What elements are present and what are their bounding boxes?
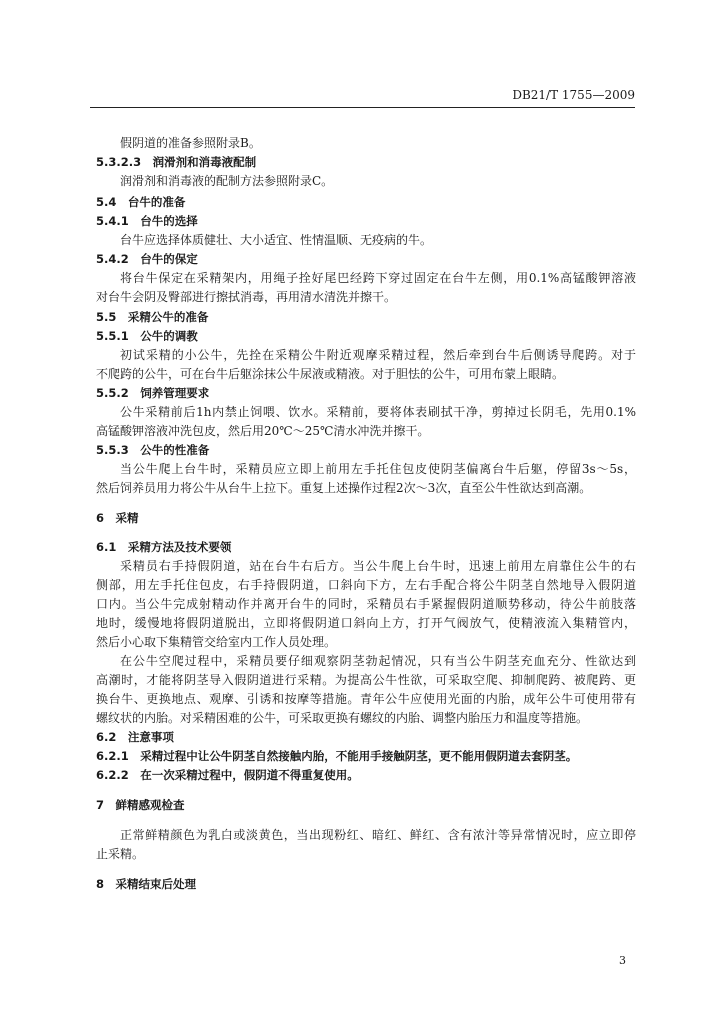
paragraph-line: 初试采精的小公牛，先拴在采精公牛附近观摩采精过程，然后牵到台牛后侧诱导爬跨。对于 bbox=[120, 348, 636, 362]
paragraph-line: 高潮时，才能将阴茎导入假阴道进行采精。为提高公牛性欲，可采取空爬、抑制爬跨、被爬跨、更 bbox=[96, 673, 636, 687]
clause-heading: 5.5.3 公牛的性准备 bbox=[96, 443, 210, 457]
section-heading: 6.1 采精方法及技术要领 bbox=[96, 540, 232, 554]
paragraph-line: 螺纹状的内胎。对采精困难的公牛，可采取更换有螺纹的内胎、调整内胎压力和温度等措施。 bbox=[96, 711, 589, 725]
paragraph-line: 换台牛、更换地点、观摩、引诱和按摩等措施。青年公牛应使用光面的内胎，成年公牛可使用带有 bbox=[96, 692, 636, 706]
paragraph-line: 止采精。 bbox=[96, 847, 145, 861]
paragraph-line: 假阴道的准备参照附录B。 bbox=[120, 136, 261, 150]
paragraph-line: 然后饲养员用力将公牛从台牛上拉下。重复上述操作过程2次～3次，直至公牛性欲达到高潮。 bbox=[96, 481, 592, 495]
section-heading: 5.5 采精公牛的准备 bbox=[96, 310, 209, 324]
section-heading: 6.2 注意事项 bbox=[96, 730, 174, 744]
clause-heading: 5.3.2.3 润滑剂和消毒液配制 bbox=[96, 155, 257, 169]
paragraph-line: 不爬跨的公牛，可在台牛后躯涂抹公牛尿液或精液。对于胆怯的公牛，可用布蒙上眼睛。 bbox=[96, 367, 565, 381]
paragraph-line: 正常鲜精颜色为乳白或淡黄色，当出现粉红、暗红、鲜红、含有浓汁等异常情况时，应立即停 bbox=[120, 828, 636, 842]
paragraph-line: 地时，缓慢地将假阴道脱出，立即将假阴道口斜向上方，打开气阀放气，使精液流入集精管内， bbox=[96, 616, 636, 630]
chapter-heading: 8 采精结束后处理 bbox=[96, 877, 197, 891]
paragraph-line: 对台牛会阴及臀部进行擦拭消毒，再用清水清洗并擦干。 bbox=[96, 290, 397, 304]
paragraph-line: 台牛应选择体质健壮、大小适宜、性情温顺、无疫病的牛。 bbox=[120, 233, 433, 247]
document-code: DB21/T 1755—2009 bbox=[512, 88, 635, 102]
paragraph-line: 采精员右手持假阴道，站在台牛右后方。当公牛爬上台牛时，迅速上前用左肩靠住公牛的右 bbox=[120, 559, 636, 573]
header-rule bbox=[90, 107, 635, 108]
section-heading: 5.4 台牛的准备 bbox=[96, 195, 186, 209]
clause-text: 6.2.2 在一次采精过程中，假阴道不得重复使用。 bbox=[96, 768, 359, 782]
clause-heading: 5.5.1 公牛的调教 bbox=[96, 329, 198, 343]
chapter-heading: 7 鲜精感观检查 bbox=[96, 798, 185, 812]
paragraph-line: 口内。当公牛完成射精动作并离开台牛的同时，采精员右手紧握假阴道顺势移动，待公牛前肢落 bbox=[96, 597, 636, 611]
clause-heading: 5.5.2 饲养管理要求 bbox=[96, 386, 210, 400]
paragraph-line: 侧部，用左手托住包皮，右手持假阴道，口斜向下方，左右手配合将公牛阴茎自然地导入假阴道 bbox=[96, 578, 636, 592]
paragraph-line: 润滑剂和消毒液的配制方法参照附录C。 bbox=[120, 174, 334, 188]
clause-heading: 5.4.1 台牛的选择 bbox=[96, 214, 198, 228]
paragraph-line: 将台牛保定在采精架内，用绳子拴好尾巴经跨下穿过固定在台牛左侧，用0.1%高锰酸钾溶液 bbox=[120, 271, 636, 285]
paragraph-line: 公牛采精前后1h内禁止饲喂、饮水。采精前，要将体表刷拭干净，剪掉过长阴毛，先用0.1% bbox=[120, 405, 636, 419]
clause-text: 6.2.1 采精过程中让公牛阴茎自然接触内胎，不能用手接触阴茎，更不能用假阴道去套阴茎。 bbox=[96, 749, 578, 763]
paragraph-line: 然后小心取下集精管交给室内工作人员处理。 bbox=[96, 635, 337, 649]
paragraph-line: 高锰酸钾溶液冲洗包皮，然后用20℃～25℃清水冲洗并擦干。 bbox=[96, 424, 430, 438]
chapter-heading: 6 采精 bbox=[96, 511, 139, 525]
paragraph-line: 当公牛爬上台牛时，采精员应立即上前用左手托住包皮使阴茎偏离台牛后躯，停留3s～5s， bbox=[120, 462, 636, 476]
page-number: 3 bbox=[619, 954, 626, 967]
paragraph-line: 在公牛空爬过程中，采精员要仔细观察阴茎勃起情况，只有当公牛阴茎充血充分、性欲达到 bbox=[120, 654, 636, 668]
clause-heading: 5.4.2 台牛的保定 bbox=[96, 252, 198, 266]
